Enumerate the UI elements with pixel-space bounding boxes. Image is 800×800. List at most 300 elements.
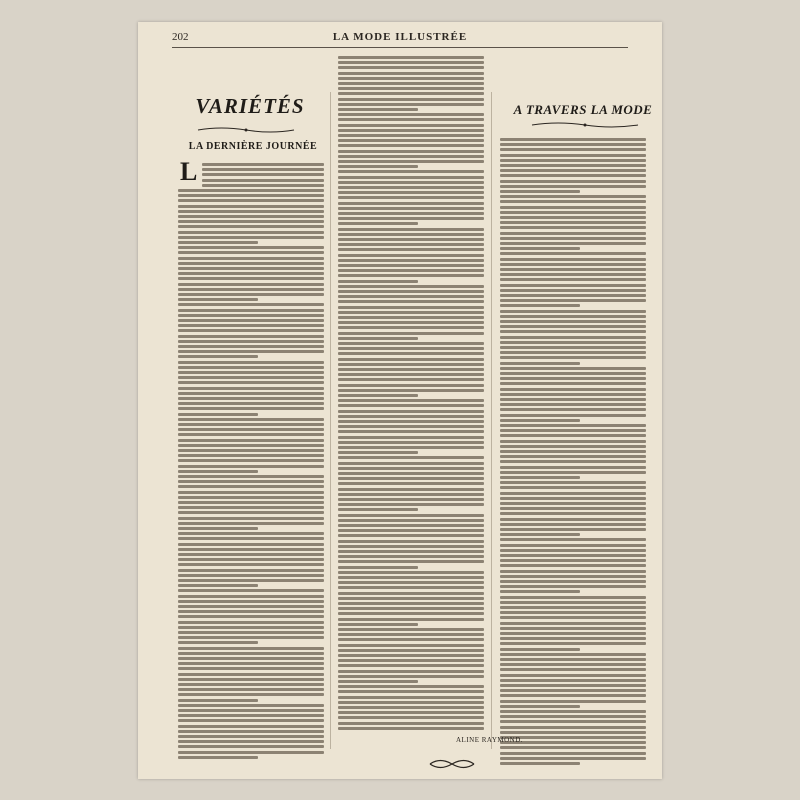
middle-column-text-line bbox=[338, 456, 484, 459]
page-number: 202 bbox=[172, 31, 189, 43]
middle-column-text-line bbox=[338, 649, 484, 652]
middle-column-text-line bbox=[338, 467, 484, 470]
middle-column-text-line bbox=[338, 202, 484, 205]
right-column-text-line bbox=[500, 585, 646, 588]
left-column-text-line bbox=[202, 179, 324, 182]
left-column-text-line bbox=[178, 667, 324, 670]
middle-column-text-line bbox=[338, 545, 484, 548]
middle-column-text-line bbox=[338, 342, 484, 345]
right-column-text-line bbox=[500, 372, 646, 375]
right-column-text-line bbox=[500, 221, 646, 224]
middle-column-text-line bbox=[338, 363, 484, 366]
right-column-text-line bbox=[500, 148, 646, 151]
left-column-text-line bbox=[178, 423, 324, 426]
right-column-text-line bbox=[500, 320, 646, 323]
left-column-text-line bbox=[178, 511, 324, 514]
left-column-text-line bbox=[178, 610, 324, 613]
left-column-text-line bbox=[178, 496, 324, 499]
left-column-text-line bbox=[178, 241, 258, 244]
left-column-text-line bbox=[178, 688, 324, 691]
left-column-text-line bbox=[178, 517, 324, 520]
right-column-text-line bbox=[500, 174, 646, 177]
middle-column-text-line bbox=[338, 592, 484, 595]
middle-column-text-line bbox=[338, 269, 484, 272]
middle-column-text-line bbox=[338, 623, 418, 626]
left-column-text-line bbox=[178, 615, 324, 618]
left-column-text-line bbox=[178, 314, 324, 317]
right-column-text-line bbox=[500, 336, 646, 339]
middle-column-text-line bbox=[338, 425, 484, 428]
middle-column-text-line bbox=[338, 358, 484, 361]
middle-column-text-line bbox=[338, 488, 484, 491]
left-column-text-line bbox=[178, 288, 324, 291]
left-column-text-line bbox=[178, 376, 324, 379]
middle-column-text-line bbox=[338, 519, 484, 522]
middle-column-text-line bbox=[338, 430, 484, 433]
middle-column-text-line bbox=[338, 300, 484, 303]
right-column-text-line bbox=[500, 590, 580, 593]
left-column-text-line bbox=[178, 569, 324, 572]
middle-column-text-line bbox=[338, 160, 484, 163]
right-column-text-line bbox=[500, 512, 646, 515]
right-column-text-line bbox=[500, 242, 646, 245]
left-column-text-line bbox=[178, 475, 324, 478]
right-column-text-line bbox=[500, 580, 646, 583]
right-column-text-line bbox=[500, 289, 646, 292]
left-column-text-line bbox=[178, 751, 324, 754]
middle-column-text-line bbox=[338, 103, 484, 106]
middle-column-text-line bbox=[338, 222, 418, 225]
left-column-text-line bbox=[178, 205, 324, 208]
left-column-text-line bbox=[178, 262, 324, 265]
middle-column-text-line bbox=[338, 508, 418, 511]
left-column-text-line bbox=[178, 506, 324, 509]
left-column-text-line bbox=[178, 553, 324, 556]
middle-column-text-line bbox=[338, 441, 484, 444]
right-column-text-line bbox=[500, 232, 646, 235]
middle-column-text-line bbox=[338, 150, 484, 153]
left-column-text-line bbox=[178, 740, 324, 743]
middle-column-text-line bbox=[338, 124, 484, 127]
left-column-text-line bbox=[178, 371, 324, 374]
right-column-text-line bbox=[500, 377, 646, 380]
right-column-text-line bbox=[500, 726, 646, 729]
column-divider-2 bbox=[491, 92, 492, 749]
left-column-text-line bbox=[178, 272, 324, 275]
middle-column-text-line bbox=[338, 618, 484, 621]
left-column-text-line bbox=[178, 210, 324, 213]
running-header bbox=[172, 31, 628, 45]
middle-column-text-line bbox=[338, 66, 484, 69]
right-column-text-line bbox=[500, 637, 646, 640]
right-column-text-line bbox=[500, 497, 646, 500]
middle-column-text-line bbox=[338, 524, 484, 527]
right-column-text-line bbox=[500, 138, 646, 141]
left-column-text-line bbox=[178, 298, 258, 301]
right-column-text-line bbox=[500, 460, 646, 463]
column-divider-1 bbox=[330, 92, 331, 749]
left-column-text-line bbox=[178, 350, 324, 353]
middle-column-text-line bbox=[338, 404, 484, 407]
right-column-text-line bbox=[500, 341, 646, 344]
left-column-text-line bbox=[178, 548, 324, 551]
right-column-text-line bbox=[500, 362, 580, 365]
middle-column-text-line bbox=[338, 446, 484, 449]
middle-column-text-line bbox=[338, 212, 484, 215]
right-column-text-line bbox=[500, 278, 646, 281]
right-column-text-line bbox=[500, 159, 646, 162]
right-column-text-line bbox=[500, 492, 646, 495]
left-column-text-line bbox=[178, 470, 258, 473]
right-column-text-line bbox=[500, 700, 646, 703]
left-column-text-line bbox=[178, 199, 324, 202]
right-column-text-line bbox=[500, 450, 646, 453]
middle-column-text-line bbox=[338, 529, 484, 532]
middle-column-text-line bbox=[338, 191, 484, 194]
right-column-text-line bbox=[500, 388, 646, 391]
title-ornament-right bbox=[530, 121, 640, 129]
left-column-text-line bbox=[178, 433, 324, 436]
middle-column-text-line bbox=[338, 254, 484, 257]
middle-column-text-line bbox=[338, 680, 418, 683]
left-column-text-line bbox=[178, 355, 258, 358]
middle-column-text-line bbox=[338, 217, 484, 220]
left-column-text-line bbox=[178, 246, 324, 249]
middle-column-text-line bbox=[338, 722, 484, 725]
left-column-text-line bbox=[178, 527, 258, 530]
left-column-text-line bbox=[178, 501, 324, 504]
right-column-text-line bbox=[500, 252, 646, 255]
right-column-text-line bbox=[500, 549, 646, 552]
right-column-text-line bbox=[500, 705, 580, 708]
right-column-text-line bbox=[500, 622, 646, 625]
left-column-text-line bbox=[178, 657, 324, 660]
header-rule bbox=[172, 47, 628, 48]
right-column-text-line bbox=[500, 169, 646, 172]
right-column-text-line bbox=[500, 606, 646, 609]
middle-column-text-line bbox=[338, 77, 484, 80]
middle-column-text-line bbox=[338, 534, 484, 537]
middle-column-text-line bbox=[338, 664, 484, 667]
left-column-text-line bbox=[178, 647, 324, 650]
right-column-text-line bbox=[500, 408, 646, 411]
right-column-text-line bbox=[500, 206, 646, 209]
left-column-text-line bbox=[178, 392, 324, 395]
middle-column-text-line bbox=[338, 207, 484, 210]
middle-column-text-line bbox=[338, 87, 484, 90]
middle-column-text-line bbox=[338, 290, 484, 293]
middle-column-text-line bbox=[338, 155, 484, 158]
right-column-text-line bbox=[500, 346, 646, 349]
middle-column-text-line bbox=[338, 394, 418, 397]
right-column-text-line bbox=[500, 164, 646, 167]
right-column-text-line bbox=[500, 237, 646, 240]
right-column-text-line bbox=[500, 757, 646, 760]
left-column-text-line bbox=[178, 735, 324, 738]
right-column-text-line bbox=[500, 434, 646, 437]
right-column-text-line bbox=[500, 523, 646, 526]
left-column-text-line bbox=[178, 428, 324, 431]
middle-column-text-line bbox=[338, 389, 484, 392]
left-column-text-line bbox=[178, 335, 324, 338]
middle-column-text-line bbox=[338, 633, 484, 636]
right-column-text-line bbox=[500, 143, 646, 146]
right-column-text-line bbox=[500, 200, 646, 203]
right-column-text-line bbox=[500, 351, 646, 354]
left-column-text-line bbox=[178, 397, 324, 400]
article-title: LA DERNIÈRE JOURNÉE bbox=[188, 141, 318, 152]
left-column-text-line bbox=[178, 418, 324, 421]
middle-column-text-line bbox=[338, 493, 484, 496]
middle-column-text-line bbox=[338, 711, 484, 714]
left-column-text-line bbox=[178, 454, 324, 457]
left-column-text-line bbox=[178, 251, 324, 254]
left-column-text-line bbox=[178, 683, 324, 686]
right-column-text-line bbox=[500, 731, 646, 734]
right-column-text-line bbox=[500, 762, 580, 765]
right-column-text-line bbox=[500, 648, 580, 651]
middle-column-text-line bbox=[338, 368, 484, 371]
middle-column-text-line bbox=[338, 108, 418, 111]
left-column-text-line bbox=[178, 636, 324, 639]
right-column-text-line bbox=[500, 663, 646, 666]
left-column-text-line bbox=[178, 215, 324, 218]
middle-column-text-line bbox=[338, 451, 418, 454]
left-column-text-line bbox=[178, 225, 324, 228]
right-column-text-line bbox=[500, 247, 580, 250]
left-column-text-line bbox=[178, 579, 324, 582]
right-column-text-line bbox=[500, 601, 646, 604]
right-column-text-line bbox=[500, 310, 646, 313]
left-column-text-line bbox=[178, 605, 324, 608]
right-column-text-line bbox=[500, 299, 646, 302]
left-column-text-line bbox=[178, 652, 324, 655]
right-column-text-line bbox=[500, 455, 646, 458]
middle-column-text-line bbox=[338, 514, 484, 517]
left-column-text-line bbox=[178, 704, 324, 707]
left-column-text-line bbox=[178, 725, 324, 728]
right-column-text-line bbox=[500, 752, 646, 755]
middle-column-text-line bbox=[338, 98, 484, 101]
middle-column-text-line bbox=[338, 576, 484, 579]
middle-column-text-line bbox=[338, 72, 484, 75]
right-column-text-line bbox=[500, 304, 580, 307]
middle-column-text-line bbox=[338, 706, 484, 709]
right-column-text-line bbox=[500, 315, 646, 318]
left-column-text-line bbox=[178, 220, 324, 223]
middle-column-text-line bbox=[338, 410, 484, 413]
right-column-text-line bbox=[500, 746, 646, 749]
middle-column-text-line bbox=[338, 306, 484, 309]
end-ornament bbox=[428, 757, 476, 771]
middle-column-text-line bbox=[338, 92, 484, 95]
left-column-text-line bbox=[178, 293, 324, 296]
middle-column-text-line bbox=[338, 139, 484, 142]
left-column-text-line bbox=[178, 574, 324, 577]
middle-column-text-line bbox=[338, 415, 484, 418]
left-column-text-line bbox=[178, 673, 324, 676]
middle-column-text-line bbox=[338, 373, 484, 376]
right-column-text-line bbox=[500, 263, 646, 266]
right-column-text-line bbox=[500, 471, 646, 474]
middle-column-text-line bbox=[338, 477, 484, 480]
right-column-text-line bbox=[500, 481, 646, 484]
author-signature: ALINE RAYMOND. bbox=[456, 736, 524, 744]
left-column-text-line bbox=[178, 444, 324, 447]
right-column-text-line bbox=[500, 658, 646, 661]
right-column-text-line bbox=[500, 528, 646, 531]
middle-column-text-line bbox=[338, 181, 484, 184]
middle-column-text-line bbox=[338, 399, 484, 402]
right-column-text-line bbox=[500, 195, 646, 198]
middle-column-text-line bbox=[338, 243, 484, 246]
middle-column-text-line bbox=[338, 560, 484, 563]
middle-column-text-line bbox=[338, 540, 484, 543]
middle-column-text-line bbox=[338, 316, 484, 319]
right-column-text-line bbox=[500, 611, 646, 614]
left-column-text-line bbox=[178, 407, 324, 410]
left-column-text-line bbox=[178, 309, 324, 312]
middle-column-text-line bbox=[338, 644, 484, 647]
right-column-text-line bbox=[500, 216, 646, 219]
right-column-text-line bbox=[500, 674, 646, 677]
middle-column-text-line bbox=[338, 176, 484, 179]
right-column-text-line bbox=[500, 559, 646, 562]
middle-column-text-line bbox=[338, 581, 484, 584]
left-column-text-line bbox=[178, 563, 324, 566]
middle-column-text-line bbox=[338, 259, 484, 262]
middle-column-text-line bbox=[338, 321, 484, 324]
left-column-text-line bbox=[178, 621, 324, 624]
middle-column-text-line bbox=[338, 264, 484, 267]
right-column-text-line bbox=[500, 544, 646, 547]
left-column-text-line bbox=[202, 173, 324, 176]
left-column-text-line bbox=[178, 730, 324, 733]
right-column-text-line bbox=[500, 518, 646, 521]
middle-column-text-line bbox=[338, 716, 484, 719]
section-title-a-travers-la-mode: A TRAVERS LA MODE bbox=[513, 102, 653, 117]
middle-column-text-line bbox=[338, 196, 484, 199]
right-column-text-line bbox=[500, 570, 646, 573]
right-column-text-line bbox=[500, 440, 646, 443]
right-column-text-line bbox=[500, 476, 580, 479]
middle-column-text-line bbox=[338, 690, 484, 693]
right-column-text-line bbox=[500, 668, 646, 671]
right-column-text-line bbox=[500, 694, 646, 697]
left-column-text-line bbox=[178, 366, 324, 369]
left-column-text-line bbox=[178, 745, 324, 748]
right-column-text-line bbox=[500, 533, 580, 536]
right-column-text-line bbox=[500, 720, 646, 723]
left-column-text-line bbox=[178, 522, 324, 525]
middle-column-text-line bbox=[338, 727, 484, 730]
middle-column-text-line bbox=[338, 462, 484, 465]
right-column-text-line bbox=[500, 356, 646, 359]
right-column-text-line bbox=[500, 429, 646, 432]
middle-column-text-line bbox=[338, 347, 484, 350]
left-column-text-line bbox=[178, 402, 324, 405]
middle-column-text-line bbox=[338, 352, 484, 355]
middle-column-text-line bbox=[338, 82, 484, 85]
middle-column-text-line bbox=[338, 233, 484, 236]
left-column-text-line bbox=[178, 257, 324, 260]
middle-column-text-line bbox=[338, 384, 484, 387]
middle-column-text-line bbox=[338, 586, 484, 589]
right-column-text-line bbox=[500, 596, 646, 599]
middle-column-text-line bbox=[338, 285, 484, 288]
middle-column-text-line bbox=[338, 607, 484, 610]
right-column-text-line bbox=[500, 258, 646, 261]
left-column-text-line bbox=[178, 600, 324, 603]
left-column-text-line bbox=[178, 589, 324, 592]
left-column-text-line bbox=[178, 283, 324, 286]
middle-column-text-line bbox=[338, 311, 484, 314]
middle-column-text-line bbox=[338, 326, 484, 329]
left-column-text-line bbox=[178, 719, 324, 722]
middle-column-text-line bbox=[338, 701, 484, 704]
right-column-text-line bbox=[500, 466, 646, 469]
middle-column-text-line bbox=[338, 134, 484, 137]
middle-column-text-line bbox=[338, 165, 418, 168]
middle-column-text-line bbox=[338, 144, 484, 147]
left-column-text-line bbox=[178, 756, 258, 759]
left-column-text-line bbox=[178, 709, 324, 712]
middle-column-text-line bbox=[338, 420, 484, 423]
left-column-text-line bbox=[178, 361, 324, 364]
middle-column-text-line bbox=[338, 472, 484, 475]
right-column-text-line bbox=[500, 642, 646, 645]
right-column-text-line bbox=[500, 180, 646, 183]
right-column-text-line bbox=[500, 367, 646, 370]
left-column-text-line bbox=[178, 584, 258, 587]
left-column-text-line bbox=[202, 163, 324, 166]
left-column-text-line bbox=[178, 303, 324, 306]
middle-column-text-line bbox=[338, 436, 484, 439]
right-column-text-line bbox=[500, 294, 646, 297]
left-column-text-line bbox=[178, 465, 324, 468]
middle-column-text-line bbox=[338, 670, 484, 673]
right-column-text-line bbox=[500, 185, 646, 188]
left-column-text-line bbox=[178, 699, 258, 702]
right-column-text-line bbox=[500, 627, 646, 630]
left-column-text-line bbox=[178, 714, 324, 717]
right-column-text-line bbox=[500, 575, 646, 578]
middle-column-text-line bbox=[338, 571, 484, 574]
title-ornament-left bbox=[196, 126, 296, 134]
right-column-text-line bbox=[500, 268, 646, 271]
left-column-text-line bbox=[178, 641, 258, 644]
right-column-text-line bbox=[500, 393, 646, 396]
middle-column-text-line bbox=[338, 566, 418, 569]
right-column-text-line bbox=[500, 325, 646, 328]
middle-column-text-line bbox=[338, 228, 484, 231]
right-column-text-line bbox=[500, 190, 580, 193]
middle-column-text-line bbox=[338, 337, 418, 340]
middle-column-text-line bbox=[338, 602, 484, 605]
left-column-text-line bbox=[178, 485, 324, 488]
drop-cap: L bbox=[180, 157, 198, 186]
middle-column-text-line bbox=[338, 482, 484, 485]
middle-column-text-line bbox=[338, 654, 484, 657]
right-column-text-line bbox=[500, 419, 580, 422]
right-column-text-line bbox=[500, 154, 646, 157]
middle-column-text-line bbox=[338, 295, 484, 298]
left-column-text-line bbox=[178, 480, 324, 483]
left-column-text-line bbox=[202, 184, 324, 187]
right-column-text-line bbox=[500, 211, 646, 214]
right-column-text-line bbox=[500, 403, 646, 406]
middle-column-text-line bbox=[338, 129, 484, 132]
